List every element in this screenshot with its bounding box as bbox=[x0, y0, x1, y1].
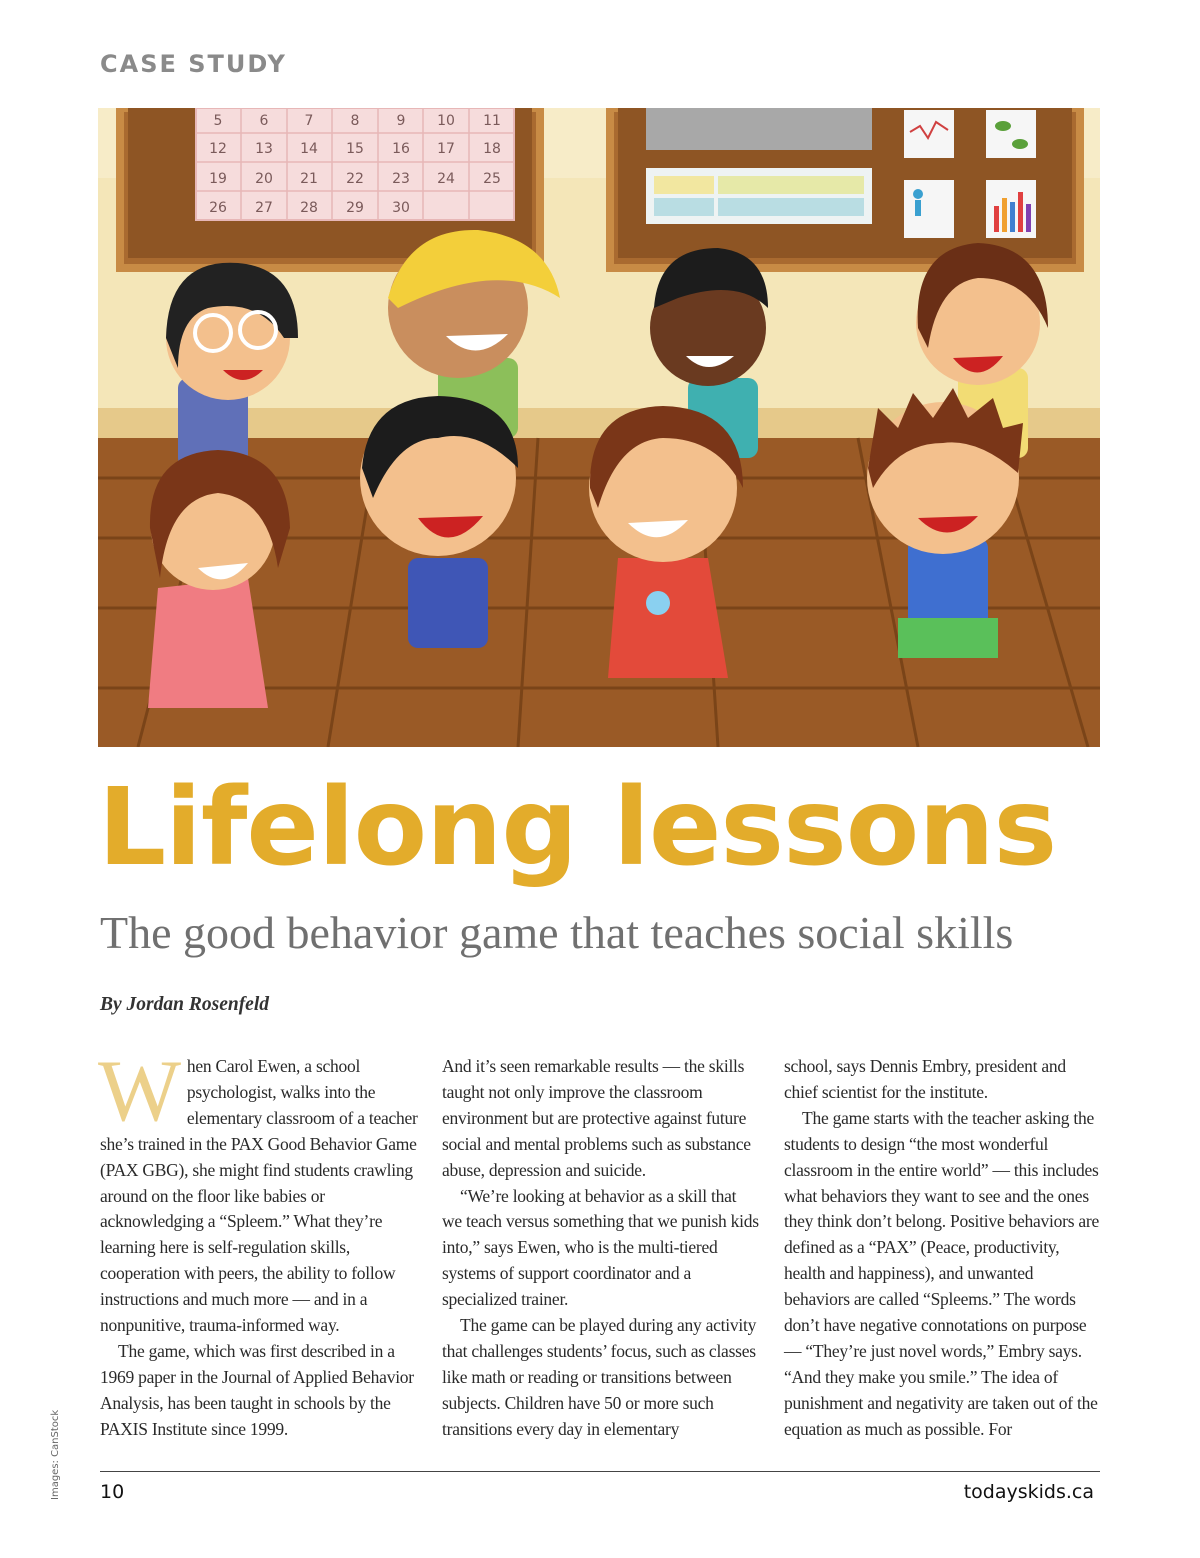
calendar-day: 29 bbox=[346, 200, 364, 216]
calendar-day: 5 bbox=[213, 113, 223, 129]
byline: By Jordan Rosenfeld bbox=[100, 994, 270, 1015]
hero-illustration bbox=[98, 108, 1100, 747]
body-paragraph: And it’s seen remarkable results — the skills taught not only improve the classroom environment but are protective against future social and mental problems such as substance abuse, depression and suicide. bbox=[442, 1056, 751, 1180]
body-column-3 bbox=[784, 1054, 1102, 1443]
calendar-day: 26 bbox=[209, 200, 227, 216]
calendar-day: 10 bbox=[437, 113, 455, 129]
calendar-day: 11 bbox=[483, 113, 501, 129]
calendar-day: 9 bbox=[396, 113, 406, 129]
body-paragraph: school, says Dennis Embry, president and chief scientist for the institute. bbox=[784, 1056, 1066, 1102]
article-title: Lifelong lessons bbox=[98, 766, 1057, 890]
calendar-day: 8 bbox=[350, 113, 360, 129]
calendar-day: 15 bbox=[346, 141, 364, 157]
calendar-day: 17 bbox=[437, 141, 455, 157]
body-paragraph: The game, which was first described in a 1969 paper in the Journal of Applied Behavior Analysis, has been taught in schools by the PAXIS Institute since 1999. bbox=[100, 1340, 414, 1439]
calendar-day: 21 bbox=[300, 171, 318, 187]
calendar-day: 18 bbox=[483, 141, 501, 157]
calendar-day: 28 bbox=[300, 200, 318, 216]
body-paragraph: The game can be played during any activity that challenges students’ focus, such as classes like math or reading or transitions between subjects. Children have 50 or more such transitions every day in elementary bbox=[442, 1315, 757, 1439]
body-column-1 bbox=[98, 1043, 418, 1443]
paragraph-text: hen Carol Ewen, a school psychologist, walks into the elementary classroom of a teacher she’s trained in the PAX Good Behavior Game (PAX GBG), she might find students crawling around on the floor like babies or acknowledging a “Spleem.” What they’re learning here is self-regulation skills, cooperation with peers, the ability to follow instructions and much more — and in a nonpunitive, trauma-informed way. bbox=[100, 1056, 418, 1336]
body-paragraph bbox=[98, 1043, 418, 1339]
website-link[interactable]: todayskids.ca bbox=[963, 1481, 1094, 1503]
calendar-day: 16 bbox=[392, 141, 410, 157]
calendar-day: 22 bbox=[346, 171, 364, 187]
image-credit: Images: CanStock bbox=[50, 1409, 61, 1500]
footer-divider bbox=[100, 1471, 1100, 1472]
calendar-day: 13 bbox=[255, 141, 273, 157]
page-number: 10 bbox=[100, 1481, 125, 1503]
section-label: CASE STUDY bbox=[100, 50, 287, 78]
calendar-day: 14 bbox=[300, 141, 318, 157]
calendar-day: 20 bbox=[255, 171, 273, 187]
calendar-day: 7 bbox=[304, 113, 314, 129]
calendar-day: 23 bbox=[392, 171, 410, 187]
body-column-2 bbox=[442, 1054, 760, 1443]
calendar-day: 25 bbox=[483, 171, 501, 187]
calendar-day: 30 bbox=[392, 200, 410, 216]
calendar-day: 19 bbox=[209, 171, 227, 187]
article-subtitle: The good behavior game that teaches social skills bbox=[100, 907, 1014, 958]
body-paragraph: The game starts with the teacher asking the students to design “the most wonderful classroom in the entire world” — this includes what behaviors they want to see and the ones they think don’t belong. Positive behaviors are defined as a “PAX” (Peace, productivity, health and happiness), and unwanted behaviors are called “Spleems.” The words don’t have negative connotations on purpose — “They’re just novel words,” Embry says. “And they make you smile.” The idea of punishment and negativity are taken out of the equation as much as possible. For bbox=[784, 1107, 1100, 1439]
calendar-day: 6 bbox=[259, 113, 269, 129]
calendar-day: 12 bbox=[209, 141, 227, 157]
drop-cap: W bbox=[98, 1043, 181, 1140]
calendar-day: 27 bbox=[255, 200, 273, 216]
body-paragraph: “We’re looking at behavior as a skill that we teach versus something that we punish kids into,” says Ewen, who is the multi-tiered systems of support coordinator and a specialized trainer. bbox=[442, 1185, 759, 1310]
calendar-day: 24 bbox=[437, 171, 455, 187]
